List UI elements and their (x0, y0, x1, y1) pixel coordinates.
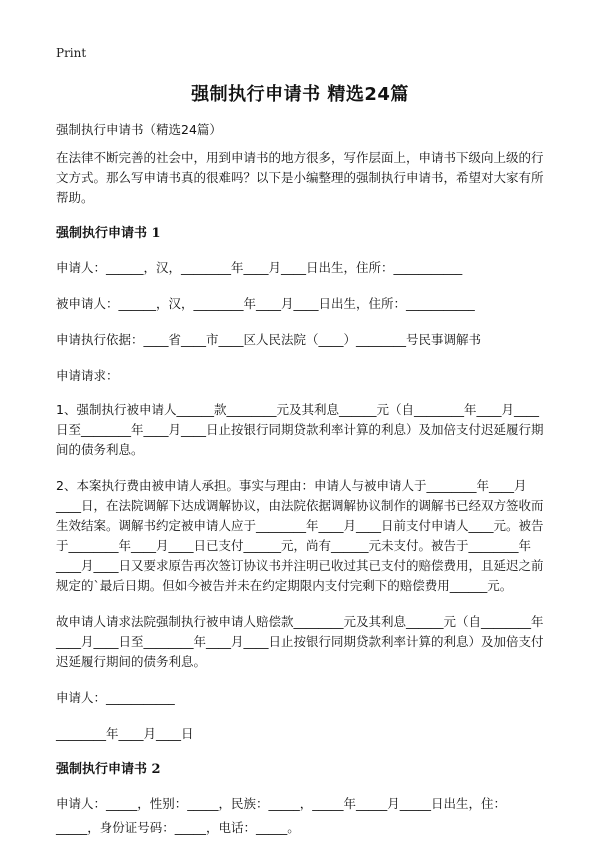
respondent-line: 被申请人：______，汉，________年____月____日出生，住所：___________ (56, 296, 475, 311)
request-2-paragraph: 2、本案执行费由被申请人承担。事实与理由：申请人与被申请人于________年____月____日，在法院调解下达成调解协议，由法院依据调解协议制作的调解书已经双方签收而生效结案。调解书约定被申请人应于________年____月____日前支付申请人____元。被告于________年____月____日已支付______元，尚有______元未支付。被告于________年____月____日又要求原告再次签订协议书并注明已收过其已支付的赔偿费用，且延迟之前规定的`最后日期。但如今被告并未在约定期限内支付完剩下的赔偿费用______元。 (56, 478, 544, 593)
section-2-line-2: _____，身份证号码：_____，电话：_____。 (56, 820, 300, 835)
intro-paragraph: 在法律不断完善的社会中，用到申请书的地方很多，写作层面上，申请书下级向上级的行文方式。那么写申请书真的很难吗？以下是小编整理的强制执行申请书，希望对大家有所帮助。 (56, 150, 544, 205)
signature-line: 申请人：___________ (56, 690, 175, 705)
print-label: Print (56, 46, 87, 60)
request-1-paragraph: 1、强制执行被申请人______款________元及其利息______元（自________年____月____日至________年____月____日止按银行同期贷款利率计算的利息）及加倍支付迟延履行期间的债务利息。 (56, 402, 544, 457)
request-label: 申请请求： (56, 368, 119, 383)
applicant-line: 申请人：______，汉，________年____月____日出生，住所：___________ (56, 260, 463, 275)
conclusion-paragraph: 故申请人请求法院强制执行被申请人赔偿款________元及其利息______元（自________年____月____日至________年____月____日止按银行同期贷款利率计算的利息）及加倍支付迟延履行期间的债务利息。 (56, 614, 544, 669)
document-title: 强制执行申请书 精选24篇 (191, 84, 409, 105)
section-1-heading: 强制执行申请书 1 (56, 226, 161, 241)
basis-line: 申请执行依据：____省____市____区人民法院（____）________号民事调解书 (56, 332, 482, 347)
document-subtitle: 强制执行申请书（精选24篇） (56, 122, 222, 137)
section-2-heading: 强制执行申请书 2 (56, 762, 161, 777)
date-line: ________年____月____日 (56, 726, 194, 741)
document-body (56, 120, 548, 854)
section-2-line-1: 申请人：_____，性别：_____，民族：_____，_____年_____月_____日出生，住： (56, 796, 507, 811)
